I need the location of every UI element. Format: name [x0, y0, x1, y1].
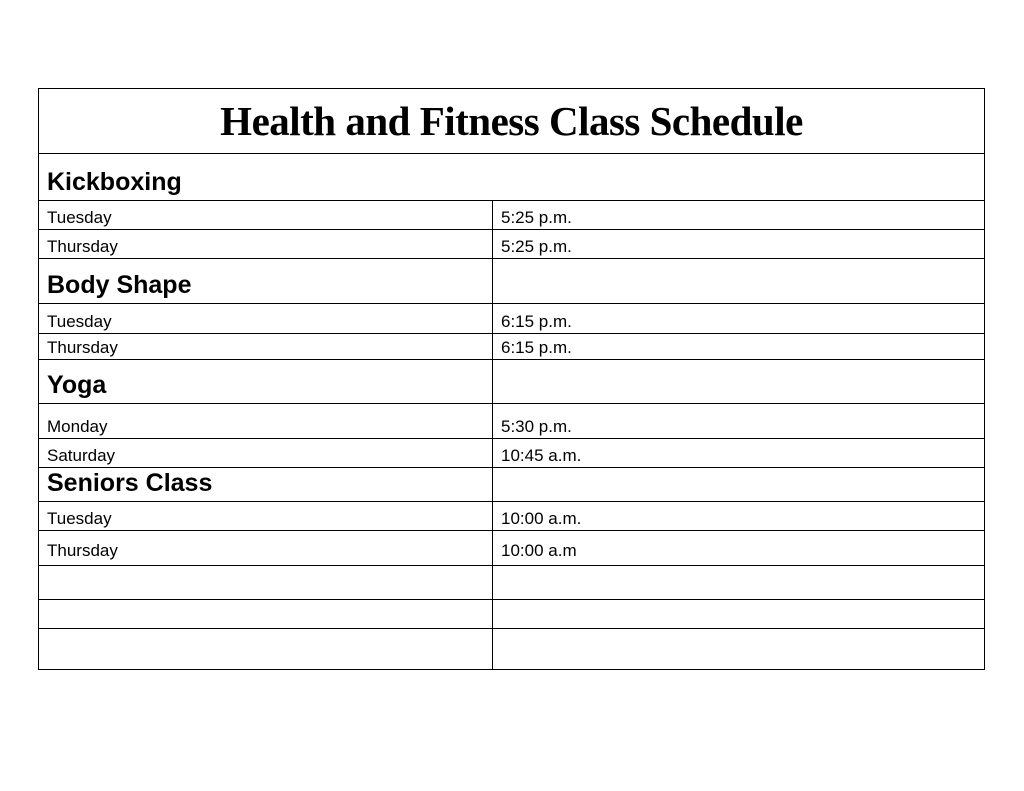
table-row — [39, 404, 984, 439]
empty-cell — [493, 629, 984, 669]
empty-row — [39, 600, 984, 629]
empty-cell — [39, 629, 493, 669]
table-row — [39, 531, 984, 566]
section-label-kickboxing: Kickboxing — [47, 168, 182, 196]
section-header-row — [39, 154, 984, 201]
table-row — [39, 502, 984, 531]
table-row — [39, 439, 984, 468]
table-row — [39, 304, 984, 334]
empty-cell — [493, 600, 984, 628]
empty-row — [39, 566, 984, 600]
section-label-seniors-class: Seniors Class — [39, 468, 493, 501]
day-cell: Tuesday — [39, 201, 493, 229]
day-cell: Thursday — [39, 334, 493, 359]
table-row — [39, 230, 984, 259]
empty-cell — [493, 566, 984, 599]
day-cell: Thursday — [39, 230, 493, 258]
time-cell-empty — [493, 259, 984, 303]
empty-cell — [39, 566, 493, 599]
table-row — [39, 334, 984, 360]
day-cell: Tuesday — [39, 304, 493, 333]
time-cell: 6:15 p.m. — [501, 312, 572, 331]
empty-cell — [39, 600, 493, 628]
time-cell: 6:15 p.m. — [501, 338, 572, 357]
section-header-row — [39, 360, 984, 404]
time-cell: 5:30 p.m. — [501, 417, 572, 436]
time-cell: 10:45 a.m. — [501, 446, 582, 465]
time-cell: 10:00 a.m. — [501, 509, 582, 528]
day-cell: Thursday — [39, 531, 493, 565]
section-header-row — [39, 468, 984, 502]
title-row — [39, 89, 984, 154]
section-label-body-shape: Body Shape — [39, 259, 493, 303]
section-header-row — [39, 259, 984, 304]
day-cell: Saturday — [39, 439, 493, 467]
time-cell: 5:25 p.m. — [501, 237, 572, 256]
time-cell: 5:25 p.m. — [501, 208, 572, 227]
schedule-table — [38, 88, 985, 670]
time-cell-empty — [493, 468, 984, 501]
day-cell: Monday — [39, 404, 493, 438]
time-cell: 10:00 a.m — [501, 541, 577, 560]
empty-row — [39, 629, 984, 669]
day-cell: Tuesday — [39, 502, 493, 530]
page-title: Health and Fitness Class Schedule — [220, 98, 803, 144]
table-row — [39, 201, 984, 230]
time-cell-empty — [493, 360, 984, 403]
section-label-yoga: Yoga — [39, 360, 493, 403]
